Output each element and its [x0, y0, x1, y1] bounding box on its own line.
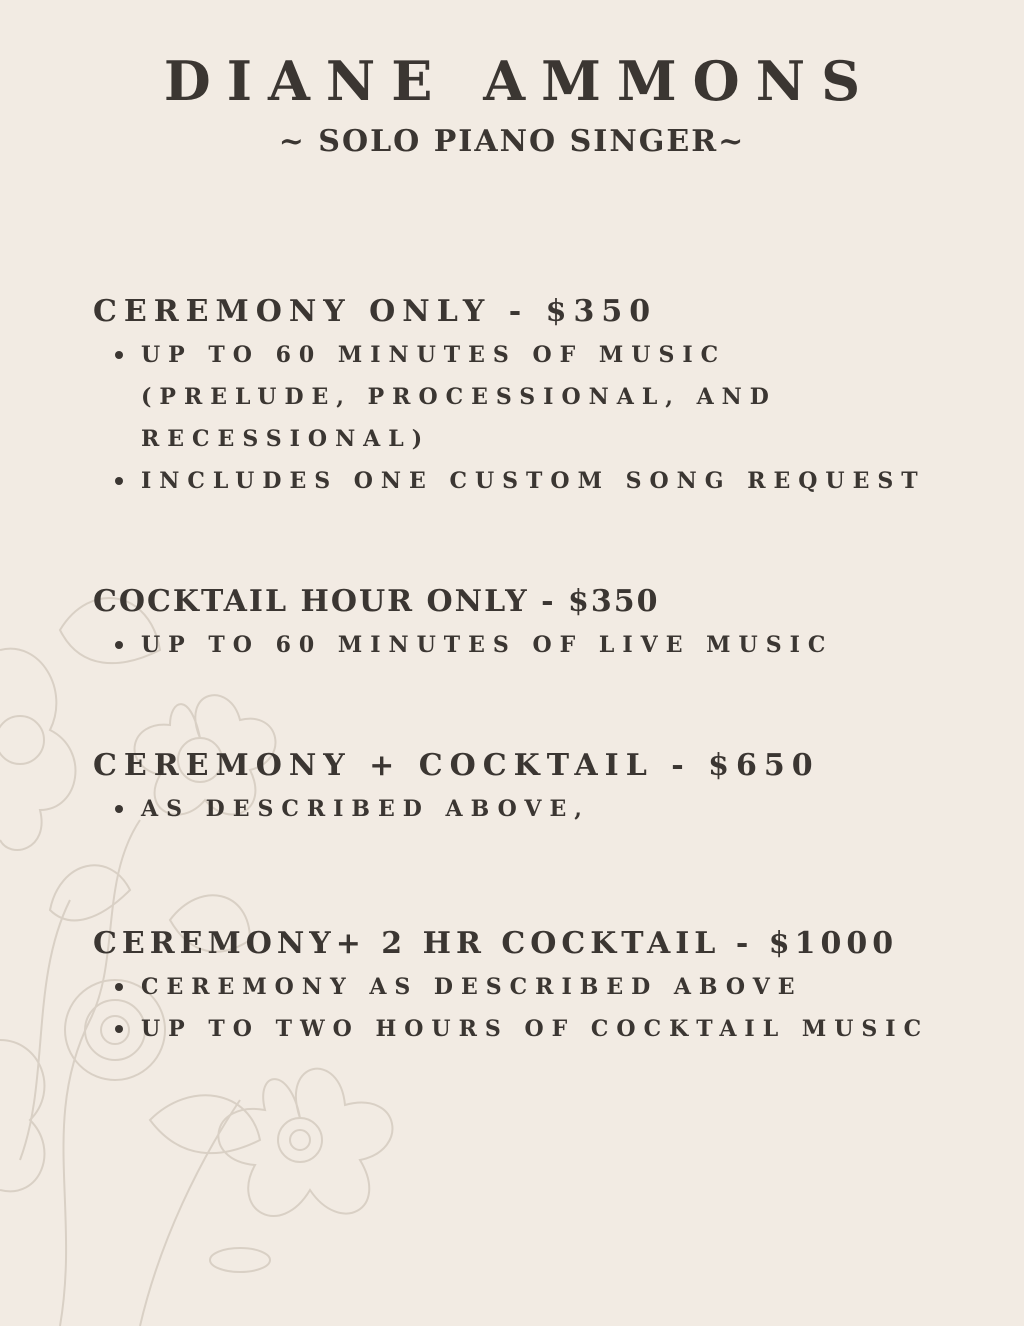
list-item-continuation: RECESSIONAL) — [141, 426, 431, 452]
list-item: UP TO 60 MINUTES OF LIVE MUSIC — [93, 624, 993, 666]
package-title: CEREMONY + COCKTAIL - $650 — [93, 748, 820, 783]
list-item: CEREMONY AS DESCRIBED ABOVE — [93, 966, 993, 1008]
package-items — [93, 788, 993, 830]
package-cocktail-hour-only — [93, 580, 993, 666]
package-title: COCKTAIL HOUR ONLY - $350 — [93, 584, 660, 619]
list-item: AS DESCRIBED ABOVE, — [93, 788, 993, 830]
performer-subtitle: ~ SOLO PIANO SINGER~ — [278, 124, 746, 159]
list-item: INCLUDES ONE CUSTOM SONG REQUEST — [93, 460, 993, 502]
list-item: UP TO TWO HOURS OF COCKTAIL MUSIC — [93, 1008, 993, 1050]
package-items — [93, 966, 993, 1050]
package-title: CEREMONY+ 2 HR COCKTAIL - $1000 — [93, 926, 899, 961]
list-item-continuation: (PRELUDE, PROCESSIONAL, AND — [141, 384, 777, 410]
package-items — [93, 334, 993, 502]
package-items — [93, 624, 993, 666]
package-title: CEREMONY ONLY - $350 — [93, 294, 658, 329]
package-ceremony-2hr-cocktail — [93, 922, 993, 1050]
package-ceremony-only — [93, 290, 993, 502]
performer-name: DIANE AMMONS — [163, 49, 877, 113]
list-item: UP TO 60 MINUTES OF MUSIC — [93, 334, 993, 376]
package-ceremony-cocktail — [93, 744, 993, 830]
